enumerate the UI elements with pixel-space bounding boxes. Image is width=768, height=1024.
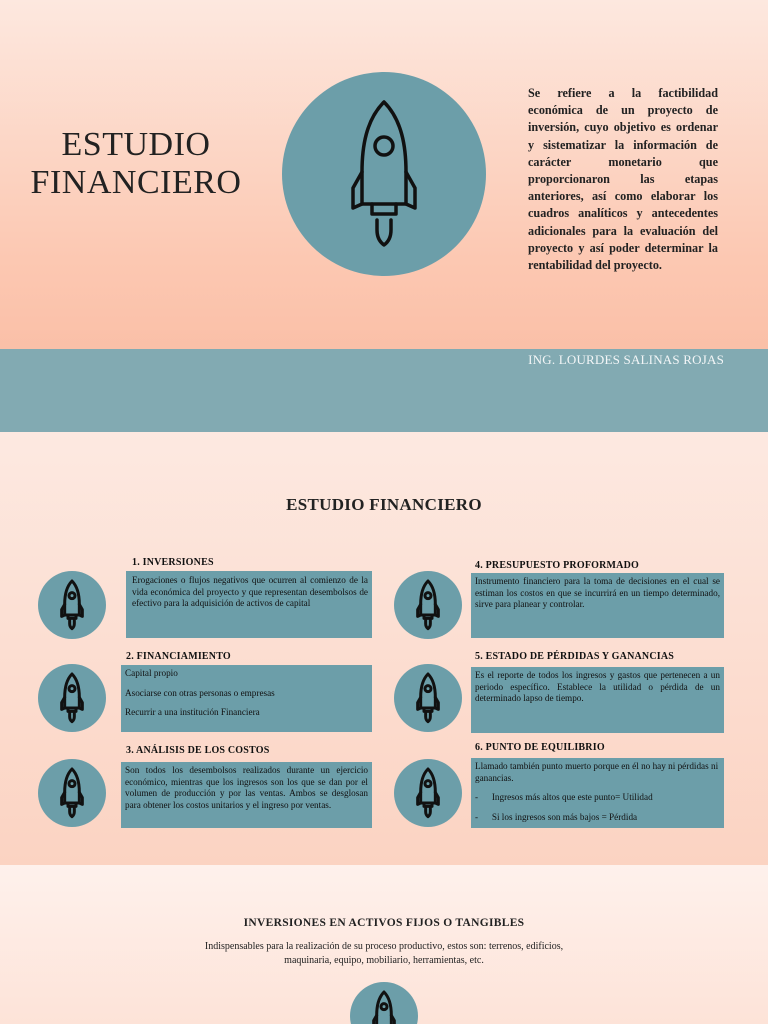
- item-3-box: [121, 762, 372, 828]
- fixed-assets-description: Indispensables para la realización de su proceso productivo, estos son: terrenos, edificios, maquinaria, equipo, mobiliario, herramientas, etc.: [204, 941, 564, 966]
- item-6-circle: [394, 759, 462, 827]
- item-5-heading: 5. ESTADO DE PÉRDIDAS Y GANANCIAS: [475, 651, 675, 662]
- rocket-icon: [394, 664, 462, 732]
- slide-components: [0, 432, 768, 865]
- item-2-heading: 2. FINANCIAMIENTO: [126, 651, 231, 662]
- item-5-circle: [394, 664, 462, 732]
- slide-fixed-assets: [0, 865, 768, 1024]
- section-title: INVERSIONES EN ACTIVOS FIJOS O TANGIBLES: [243, 917, 525, 929]
- rocket-icon: [282, 72, 486, 276]
- rocket-icon: [38, 759, 106, 827]
- item-2-box: [121, 665, 372, 732]
- item-1-text: Erogaciones o flujos negativos que ocurren al comienzo de la vida económica del proyecto y que representan desembolsos de efectivo para la adquisición de activos de capital: [132, 575, 368, 608]
- rocket-circle: [350, 982, 418, 1024]
- item-6-bullet: - Ingresos más altos que este punto= Utilidad: [475, 792, 653, 802]
- item-6-bullet: - Si los ingresos son más bajos = Pérdida: [475, 811, 638, 822]
- item-5-text: Es el reporte de todos los ingresos y gastos que pertenecen a un periodo específico. Establece la utilidad o pérdida de un determinado lapso de tiempo.: [475, 670, 720, 703]
- item-6-text: Llamado también punto muerto porque en él no hay ni pérdidas ni ganancias.: [475, 761, 719, 783]
- rocket-icon: [394, 571, 462, 639]
- item-3-heading: 3. ANÁLISIS DE LOS COSTOS: [126, 745, 270, 756]
- item-2-line: Capital propio: [125, 668, 178, 678]
- page-title: ESTUDIO FINANCIERO: [30, 126, 242, 201]
- item-4-heading: 4. PRESUPUESTO PROFORMADO: [475, 560, 639, 571]
- item-2-line: Recurrir a una institución Financiera: [125, 707, 260, 717]
- item-5-box: [471, 667, 724, 733]
- rocket-icon: [38, 664, 106, 732]
- rocket-icon: [38, 571, 106, 639]
- rocket-circle: [282, 72, 486, 276]
- rocket-icon: [394, 759, 462, 827]
- item-2-circle: [38, 664, 106, 732]
- section-title: ESTUDIO FINANCIERO: [286, 495, 482, 514]
- item-1-heading: 1. INVERSIONES: [132, 557, 214, 568]
- item-3-circle: [38, 759, 106, 827]
- item-1-box: [126, 571, 372, 638]
- intro-description: Se refiere a la factibilidad económica de un proyecto de inversión, cuyo objetivo es ordenar y sistematizar la información de carácter monetario que proporcionaron las etapas anteriores, así como elaborar los cuadros analíticos y antecedentes adicionales para la evaluación del proyecto y así poder determinar la rentabilidad del proyecto.: [528, 86, 718, 273]
- item-4-circle: [394, 571, 462, 639]
- rocket-icon: [350, 982, 418, 1024]
- author-name: ING. LOURDES SALINAS ROJAS: [528, 352, 724, 367]
- item-4-text: Instrumento financiero para la toma de decisiones en el cual se estiman los costos en que se incurrirá en un tiempo determinado, sirve para planear y controlar.: [475, 576, 720, 609]
- item-1-circle: [38, 571, 106, 639]
- item-2-line: Asociarse con otras personas o empresas: [125, 687, 275, 698]
- item-6-box: [471, 758, 724, 828]
- item-3-text: Son todos los desembolsos realizados durante un ejercicio económico, mientras que los ingresos son los que se dan por el volumen de producción y por las ventas. Ambos se desglosan para obtener los costos unitarios y el ingreso por ventas.: [125, 765, 368, 810]
- item-4-box: [471, 573, 724, 638]
- item-6-heading: 6. PUNTO DE EQUILIBRIO: [475, 742, 605, 753]
- slide-title: [0, 0, 768, 432]
